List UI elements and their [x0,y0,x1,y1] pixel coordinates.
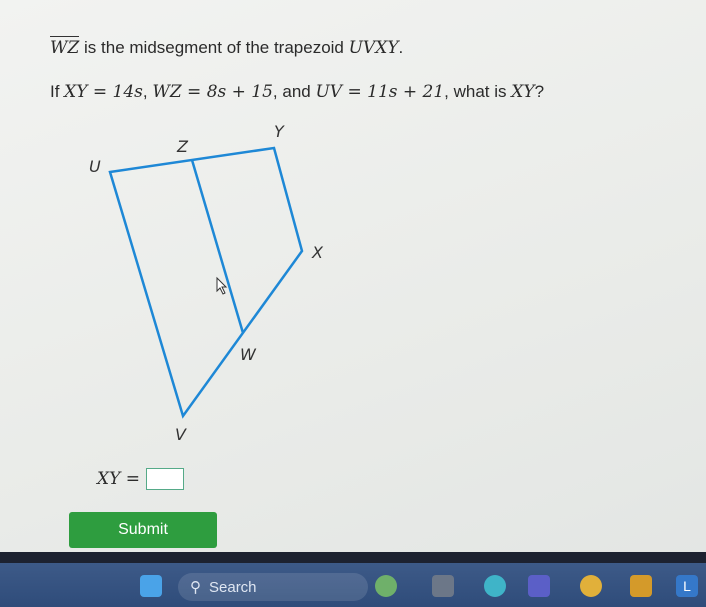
segment-wz: WZ [50,38,80,58]
chrome-icon[interactable] [580,575,602,597]
edge-browser-icon[interactable] [484,575,506,597]
mouse-cursor-icon [217,278,226,294]
xy-expression: XY = 14s [64,82,143,102]
question-mark: ? [534,82,545,101]
taskbar-search[interactable] [178,573,368,601]
submit-button[interactable]: Submit [69,512,217,548]
trapezoid-uvxy [110,148,302,416]
question-line-2 [50,82,544,102]
answer-label: XY = [97,469,140,489]
question-line-1 [50,38,403,58]
if-text: If [50,82,65,101]
trapezoid-name: UVXY [348,38,399,58]
period: . [398,38,404,57]
answer-input[interactable] [146,468,184,490]
question-text: is the midsegment of the trapezoid [79,38,349,57]
vertex-u-label: U [89,157,101,176]
task-view-icon[interactable] [432,575,454,597]
trapezoid-figure [60,110,340,450]
search-label: Search [209,578,257,596]
comma: , [142,82,153,101]
teams-icon[interactable] [528,575,550,597]
vertex-w-label: W [240,345,256,364]
target-variable: XY [511,82,535,102]
and-text: , and [272,82,316,101]
windows-start-icon[interactable] [140,575,162,597]
vertex-v-label: V [175,425,186,444]
answer-row [97,468,184,490]
app-icon[interactable] [630,575,652,597]
search-icon: ⚲ [190,579,201,596]
wz-expression: WZ = 8s + 15 [152,82,273,102]
profile-letter-icon[interactable]: L [676,575,698,597]
vertex-y-label: Y [274,122,284,141]
widgets-icon[interactable] [375,575,397,597]
uv-expression: UV = 11s + 21 [315,82,445,102]
what-text: , what is [444,82,512,101]
vertex-z-label: Z [177,137,188,156]
midsegment-wz [192,160,243,333]
monitor-bezel [0,552,706,563]
vertex-x-label: X [312,243,323,262]
